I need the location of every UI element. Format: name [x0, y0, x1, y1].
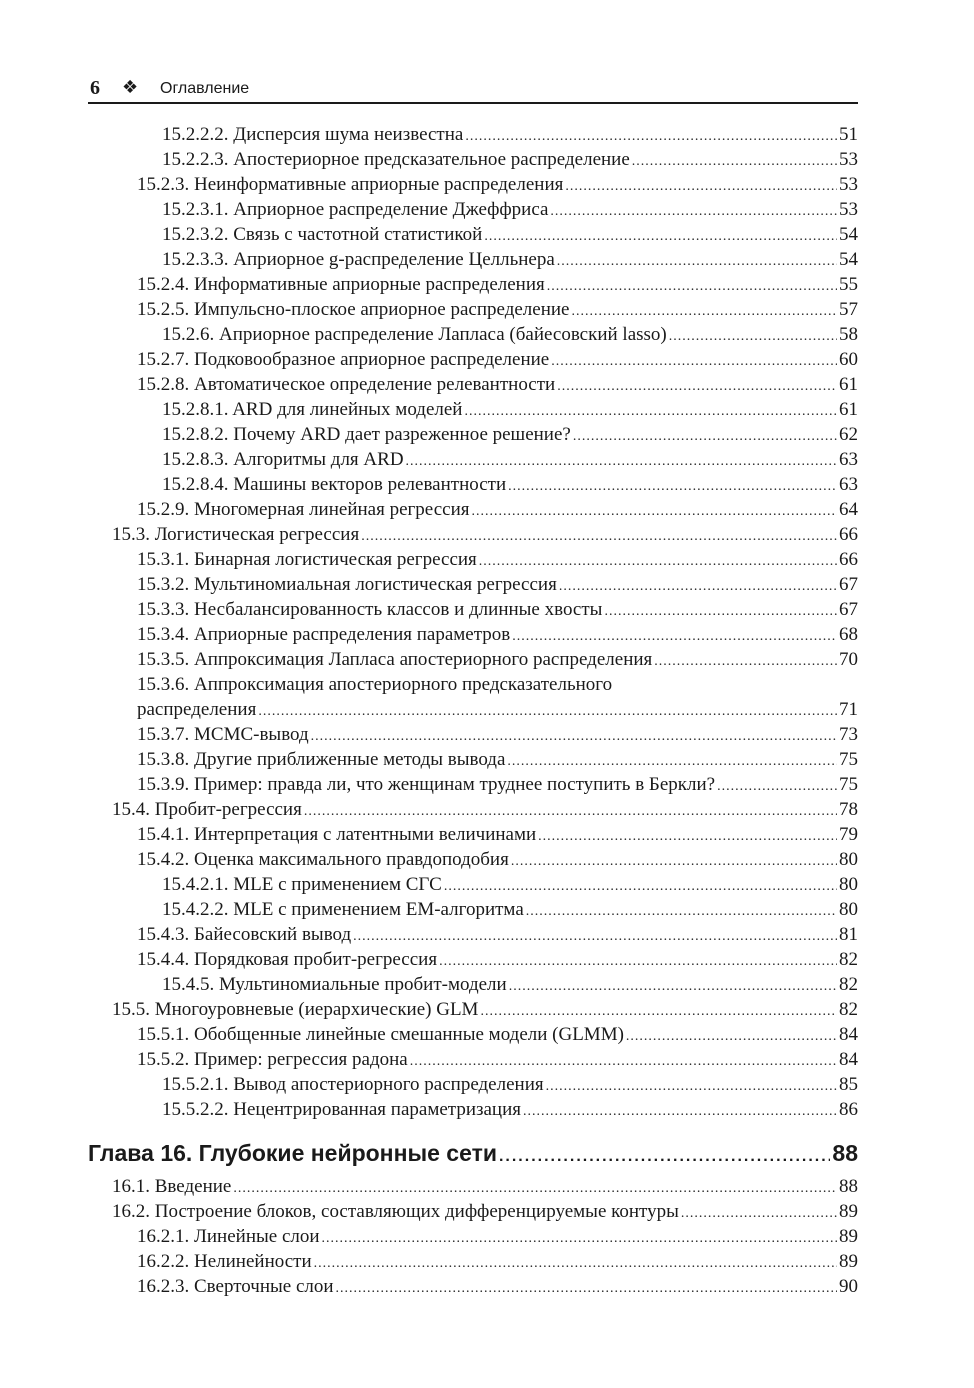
toc-entry[interactable]: [137, 697, 858, 722]
toc-entry[interactable]: [112, 1199, 858, 1224]
toc-entry-page: 66: [839, 524, 858, 545]
toc-leader: [406, 449, 837, 474]
toc-entry-title: 15.2.8. Автоматическое определение релевантности: [137, 374, 556, 395]
toc-entry-page: 61: [839, 399, 858, 420]
toc-entry-page: 80: [839, 874, 858, 895]
toc-entry-page: 89: [839, 1251, 858, 1272]
ornament-icon: ❖: [122, 77, 139, 98]
toc-entry-title: 15.2.8.1. ARD для линейных моделей: [162, 399, 463, 420]
toc-leader: [484, 224, 837, 249]
chapter-title: Глава 16. Глубокие нейронные сети: [88, 1140, 497, 1166]
toc-leader: [258, 699, 837, 724]
toc-leader: [681, 1201, 837, 1226]
toc-entry-page: 61: [839, 374, 858, 395]
toc-leader: [669, 324, 837, 349]
toc-leader: [410, 1049, 837, 1074]
page-number: 6: [90, 77, 100, 99]
toc-entry-title: 15.3.1. Бинарная логистическая регрессия: [137, 549, 477, 570]
toc-entry[interactable]: [162, 197, 858, 222]
toc-entry-title: 15.5.2. Пример: регрессия радона: [137, 1049, 408, 1070]
toc-leader: [572, 299, 838, 324]
toc-entry[interactable]: [162, 1097, 858, 1122]
toc-entry-page: 70: [839, 649, 858, 670]
toc-entry-page: 89: [839, 1201, 858, 1222]
toc-leader: [471, 499, 837, 524]
toc-leader: [526, 899, 837, 924]
toc-entry[interactable]: [137, 1022, 858, 1047]
toc-entry-title: 15.2.5. Импульсно-плоское априорное распределение: [137, 299, 570, 320]
toc-entry-page: 78: [839, 799, 858, 820]
toc-leader: [573, 424, 837, 449]
toc-entry[interactable]: [162, 397, 858, 422]
toc-entry[interactable]: [137, 547, 858, 572]
toc-entry[interactable]: [112, 997, 858, 1022]
toc-entry[interactable]: [137, 647, 858, 672]
toc-entry[interactable]: [162, 222, 858, 247]
toc-entry-page: 62: [839, 424, 858, 445]
toc-entry[interactable]: [137, 497, 858, 522]
toc-entry[interactable]: [137, 847, 858, 872]
toc-leader: [654, 649, 837, 674]
toc-entry-page: 82: [839, 949, 858, 970]
toc-entry-title: 15.4.2.2. MLE с применением EM-алгоритма: [162, 899, 524, 920]
toc-leader: [311, 724, 837, 749]
toc-entry-page: 88: [839, 1176, 858, 1197]
toc-entry-page: 54: [839, 224, 858, 245]
toc-leader: [717, 774, 837, 799]
toc-entry[interactable]: [162, 122, 858, 147]
toc-entry[interactable]: [112, 522, 858, 547]
toc-entry-title: 15.2.8.4. Машины векторов релевантности: [162, 474, 507, 495]
chapter-heading[interactable]: [88, 1138, 858, 1168]
toc-leader: [314, 1251, 837, 1276]
toc-entry-title: 15.2.4. Информативные априорные распределения: [137, 274, 545, 295]
toc-entry-page: 84: [839, 1049, 858, 1070]
toc-entry-page: 63: [839, 449, 858, 470]
toc-entry[interactable]: [162, 1072, 858, 1097]
toc-entry[interactable]: [137, 1274, 858, 1299]
toc-entry[interactable]: [137, 572, 858, 597]
toc-entry[interactable]: [137, 822, 858, 847]
toc-entry-title: 15.5. Многоуровневые (иерархические) GLM: [112, 999, 479, 1020]
toc-entry[interactable]: [137, 947, 858, 972]
toc-leader: [336, 1276, 837, 1301]
toc-entry-title: 15.2.8.3. Алгоритмы для ARD: [162, 449, 404, 470]
toc-entry-title: 15.2.7. Подковообразное априорное распределение: [137, 349, 550, 370]
toc-entry-page: 73: [839, 724, 858, 745]
toc-leader: [557, 374, 837, 399]
toc-entry-page: 53: [839, 174, 858, 195]
toc-entry-title: 15.3.2. Мультиномиальная логистическая регрессия: [137, 574, 557, 595]
toc-entry[interactable]: [112, 797, 858, 822]
toc-entry-title: 15.2.8.2. Почему ARD дает разреженное решение?: [162, 424, 571, 445]
toc-leader: [538, 824, 837, 849]
toc-entry-page: 90: [839, 1276, 858, 1297]
toc-entry-page: 85: [839, 1074, 858, 1095]
toc-leader: [479, 549, 837, 574]
toc-entry-page: 71: [839, 699, 858, 720]
toc-entry[interactable]: [137, 272, 858, 297]
toc-entry-title: 15.5.1. Обобщенные линейные смешанные модели (GLMM): [137, 1024, 624, 1045]
toc-leader: [304, 799, 837, 824]
toc-leader: [353, 924, 837, 949]
toc-entry-title: 15.3. Логистическая регрессия: [112, 524, 360, 545]
toc-entry-title: распределения: [137, 699, 257, 720]
toc-entry[interactable]: [162, 872, 858, 897]
toc-leader: [523, 1099, 837, 1124]
toc-entry-page: 89: [839, 1226, 858, 1247]
toc-entry-page: 67: [839, 599, 858, 620]
toc-entry-page: 58: [839, 324, 858, 345]
toc-entry-wrapped-title[interactable]: 15.3.6. Аппроксимация апостериорного предсказательного: [137, 674, 613, 695]
toc-entry-page: 60: [839, 349, 858, 370]
toc-entry[interactable]: [137, 347, 858, 372]
toc-entry-title: 15.5.2.1. Вывод апостериорного распределения: [162, 1074, 544, 1095]
toc-entry[interactable]: [162, 972, 858, 997]
toc-leader: [512, 624, 837, 649]
toc-leader: [480, 999, 837, 1024]
toc-leader: [565, 174, 837, 199]
toc-leader: [439, 949, 837, 974]
toc-entry-title: 15.2.2.2. Дисперсия шума неизвестна: [162, 124, 464, 145]
toc-entry-title: 15.3.5. Аппроксимация Лапласа апостериорного распределения: [137, 649, 653, 670]
toc-entry-title: 15.2.6. Априорное распределение Лапласа (байесовский lasso): [162, 324, 667, 345]
toc-entry-page: 67: [839, 574, 858, 595]
toc-entry[interactable]: [162, 147, 858, 172]
toc-entry-page: 80: [839, 899, 858, 920]
toc-entry-title: 15.4.2. Оценка максимального правдоподобия: [137, 849, 509, 870]
toc-entry-title: 15.2.3.1. Априорное распределение Джеффриса: [162, 199, 549, 220]
toc-entry-title: 15.3.7. MCMC-вывод: [137, 724, 309, 745]
toc-entry[interactable]: [162, 247, 858, 272]
toc-entry[interactable]: [162, 447, 858, 472]
toc-entry-page: 68: [839, 624, 858, 645]
toc-entry-title: 15.3.4. Априорные распределения параметров: [137, 624, 511, 645]
toc-entry-title: 15.4.4. Порядковая пробит-регрессия: [137, 949, 438, 970]
toc-leader: [547, 274, 837, 299]
toc-entry-page: 79: [839, 824, 858, 845]
toc-entry[interactable]: [137, 1224, 858, 1249]
toc-entry-title: 15.4.3. Байесовский вывод: [137, 924, 352, 945]
toc-entry-title: 15.5.2.2. Нецентрированная параметризация: [162, 1099, 521, 1120]
toc-entry[interactable]: [112, 1174, 858, 1199]
toc-leader: [550, 199, 837, 224]
toc-leader: [557, 249, 837, 274]
toc-entry[interactable]: [137, 622, 858, 647]
toc-entry[interactable]: [137, 722, 858, 747]
toc-entry-page: 55: [839, 274, 858, 295]
toc-entry-title: 16.2.3. Сверточные слои: [137, 1276, 334, 1297]
toc-leader: [233, 1176, 837, 1201]
toc-entry-title: 15.3.8. Другие приближенные методы вывода: [137, 749, 506, 770]
toc-entry-page: 81: [839, 924, 858, 945]
toc-entry-page: 63: [839, 474, 858, 495]
toc-entry-title: 15.2.3.3. Априорное g-распределение Целльнера: [162, 249, 555, 270]
toc-entry-title: 15.4. Пробит-регрессия: [112, 799, 302, 820]
toc-entry[interactable]: [137, 1249, 858, 1274]
toc-leader: [632, 149, 837, 174]
toc-leader: [322, 1226, 837, 1251]
toc-leader: [361, 524, 837, 549]
toc-entry-page: 80: [839, 849, 858, 870]
toc-leader: [509, 974, 837, 999]
toc-entry[interactable]: [162, 422, 858, 447]
toc-entry-page: 51: [839, 124, 858, 145]
toc-leader: [604, 599, 837, 624]
toc-entry-title: 16.2.2. Нелинейности: [137, 1251, 312, 1272]
toc-leader: [444, 874, 837, 899]
toc-leader: [551, 349, 837, 374]
toc-entry[interactable]: [137, 372, 858, 397]
toc-entry[interactable]: [137, 772, 858, 797]
toc-entry-title: 16.1. Введение: [112, 1176, 232, 1197]
toc-entry-title: 15.3.3. Несбалансированность классов и длинные хвосты: [137, 599, 603, 620]
toc-entry-page: 66: [839, 549, 858, 570]
toc-entry-page: 86: [839, 1099, 858, 1120]
toc-entry[interactable]: [162, 322, 858, 347]
toc-entry-page: 64: [839, 499, 858, 520]
toc-leader: [499, 1142, 830, 1172]
section-title: Оглавление: [160, 80, 250, 97]
toc-leader: [465, 124, 837, 149]
toc-entry[interactable]: [162, 897, 858, 922]
toc-entry-title: 15.2.9. Многомерная линейная регрессия: [137, 499, 470, 520]
toc-entry-title: 16.2.1. Линейные слои: [137, 1226, 320, 1247]
toc-leader: [464, 399, 837, 424]
toc-entry-page: 82: [839, 999, 858, 1020]
toc-entry-page: 75: [839, 749, 858, 770]
toc-entry-page: 84: [839, 1024, 858, 1045]
toc-entry[interactable]: [137, 922, 858, 947]
toc-entry-title: 15.4.1. Интерпретация с латентными величинами: [137, 824, 537, 845]
toc-leader: [511, 849, 837, 874]
toc-entry-page: 75: [839, 774, 858, 795]
toc-entry-page: 54: [839, 249, 858, 270]
toc-entry-title: 16.2. Построение блоков, составляющих дифференцируемые контуры: [112, 1201, 679, 1222]
toc-leader: [626, 1024, 837, 1049]
toc-entry[interactable]: [137, 1047, 858, 1072]
toc-entry-page: 82: [839, 974, 858, 995]
toc-entry[interactable]: [137, 297, 858, 322]
toc-entry[interactable]: [137, 597, 858, 622]
toc-entry-page: 57: [839, 299, 858, 320]
toc-leader: [559, 574, 837, 599]
toc-entry-title: 15.2.2.3. Апостериорное предсказательное распределение: [162, 149, 630, 170]
toc-leader: [508, 474, 837, 499]
toc-entry[interactable]: [162, 472, 858, 497]
running-header: [88, 76, 858, 104]
toc-leader: [546, 1074, 837, 1099]
toc-entry-title: 15.2.3.2. Связь с частотной статистикой: [162, 224, 483, 245]
toc-entry[interactable]: [137, 747, 858, 772]
toc-entry-page: 53: [839, 199, 858, 220]
toc-entry[interactable]: [137, 172, 858, 197]
toc-entry-title: 15.4.5. Мультиномиальные пробит-модели: [162, 974, 507, 995]
toc-entry-page: 53: [839, 149, 858, 170]
toc-entry-title: 15.2.3. Неинформативные априорные распределения: [137, 174, 564, 195]
toc-entry-title: 15.4.2.1. MLE с применением СГС: [162, 874, 442, 895]
toc-entry-title: 15.3.9. Пример: правда ли, что женщинам труднее поступить в Беркли?: [137, 774, 716, 795]
toc-leader: [507, 749, 837, 774]
chapter-page: 88: [832, 1140, 858, 1166]
